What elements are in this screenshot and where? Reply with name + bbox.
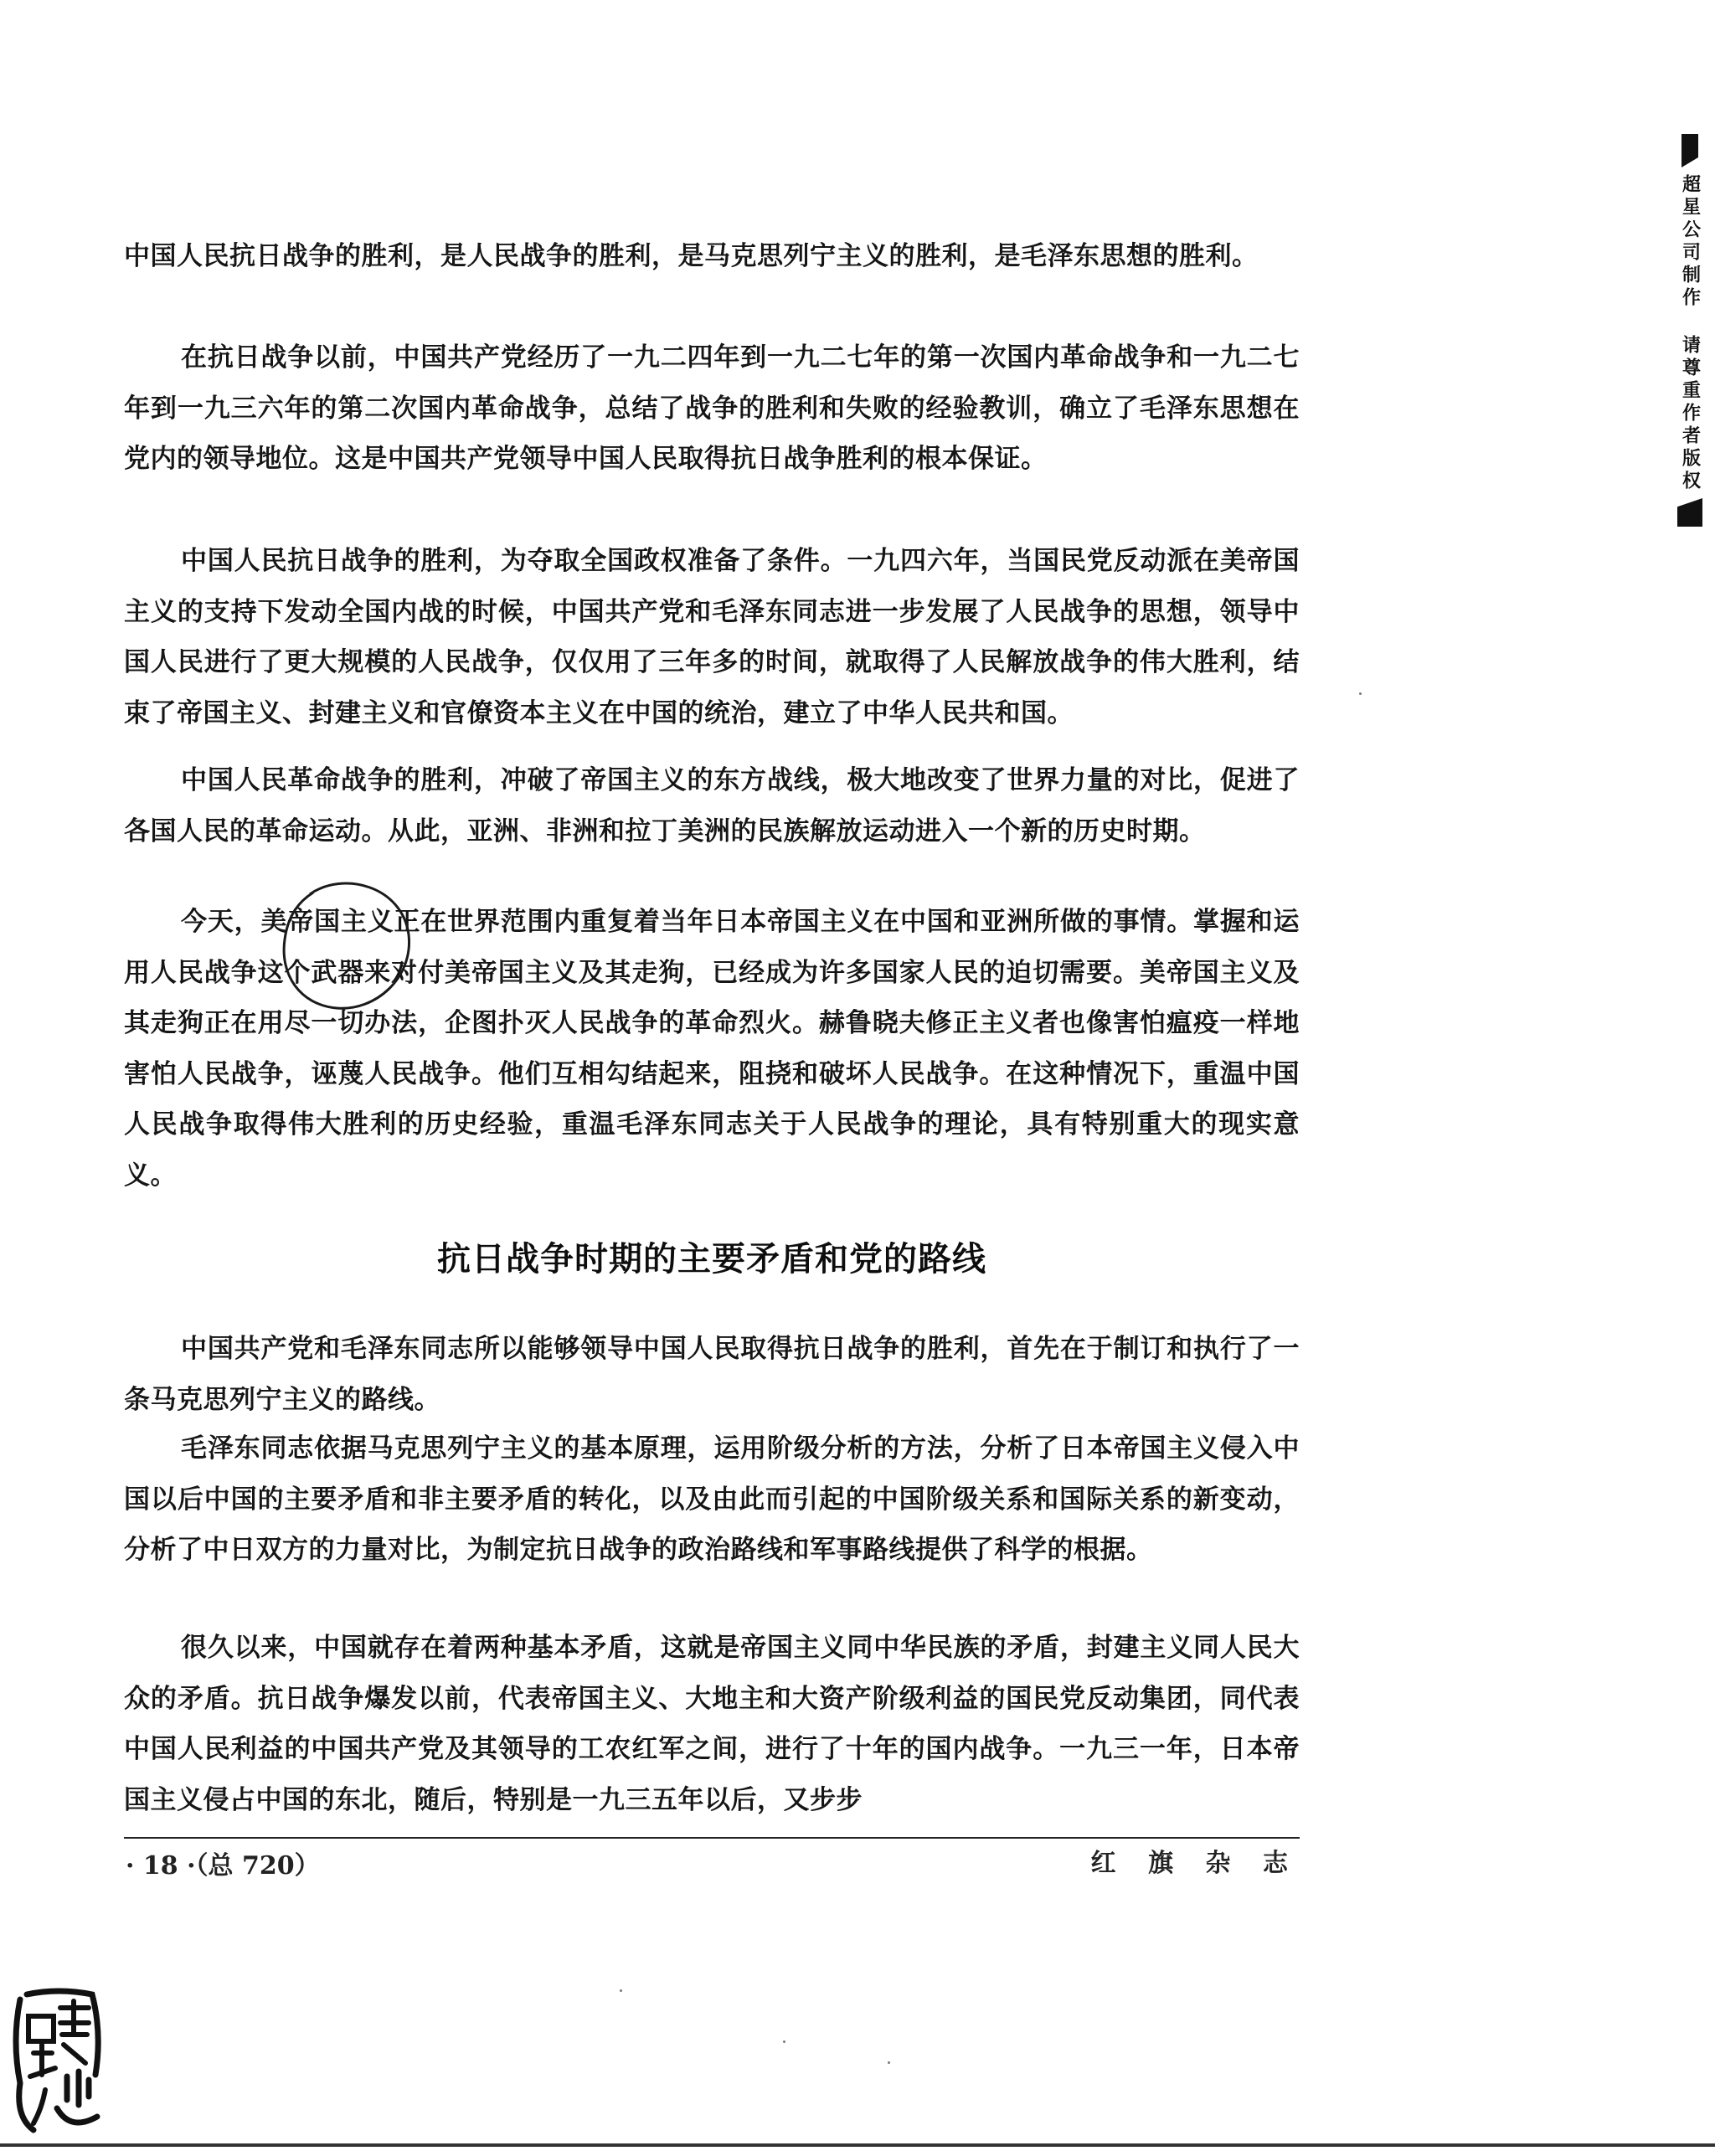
watermark-text: 超星公司制作 请尊重作者版权: [1679, 174, 1701, 493]
scan-speck: [783, 2040, 785, 2043]
scan-speck: [1359, 692, 1362, 695]
scan-speck: [888, 2061, 890, 2064]
section-title: 抗日战争时期的主要矛盾和党的路线: [437, 1240, 986, 1279]
paragraph-4: 中国人民革命战争的胜利，冲破了帝国主义的东方战线，极大地改变了世界力量的对比，促进了各国人民的革命运动。从此，亚洲、非洲和拉丁美洲的民族解放运动进入一个新的历史时期。: [124, 765, 1300, 846]
watermark-block-top-icon: [1682, 134, 1698, 167]
section-paragraph-3: 很久以来，中国就存在着两种基本矛盾，这就是帝国主义同中华民族的矛盾，封建主义同人民大众的矛盾。抗日战争爆发以前，代表帝国主义、大地主和大资产阶级利益的国民党反动集团，同代表中国人民利益的中国共产党及其领导的工农红军之间，进行了十年的国内战争。一九三一年，日本帝国主义侵占中国的东北，随后，特别是一九三五年以后，又步步: [124, 1633, 1300, 1815]
section-paragraph-2: 毛泽东同志依据马克思列宁主义的基本原理，运用阶级分析的方法，分析了日本帝国主义侵入中国以后中国的主要矛盾和非主要矛盾的转化，以及由此而引起的中国阶级关系和国际关系的新变动，分析了中日双方的力量对比，为制定抗日战争的政治路线和军事路线提供了科学的根据。: [124, 1433, 1300, 1565]
footer-rule: [124, 1837, 1300, 1839]
handwritten-circle-icon: [276, 876, 419, 1018]
paragraph-3: 中国人民抗日战争的胜利，为夺取全国政权准备了条件。一九四六年，当国民党反动派在美帝国主义的支持下发动全国内战的时候，中国共产党和毛泽东同志进一步发展了人民战争的思想，领导中国人民进行了更大规模的人民战争，仅仅用了三年多的时间，就取得了人民解放战争的伟大胜利，结束了帝国主义、封建主义和官僚资本主义在中国的统治，建立了中华人民共和国。: [124, 546, 1300, 728]
scan-bottom-edge: [0, 2143, 1715, 2147]
paragraph-5: 今天，美帝国主义正在世界范围内重复着当年日本帝国主义在中国和亚洲所做的事情。掌握和运用人民战争这个武器来对付美帝国主义及其走狗，已经成为许多国家人民的迫切需要。美帝国主义及其走狗正在用尽一切办法，企图扑灭人民战争的革命烈火。赫鲁晓夫修正主义者也像害怕瘟疫一样地害怕人民战争，诬蔑人民战争。他们互相勾结起来，阻挠和破坏人民战争。在这种情况下，重温中国人民战争取得伟大胜利的历史经验，重温毛泽东同志关于人民战争的理论，具有特别重大的现实意义。: [124, 907, 1300, 1191]
paragraph-2: 在抗日战争以前，中国共产党经历了一九二四年到一九二七年的第一次国内革命战争和一九二七年到一九三六年的第二次国内革命战争，总结了战争的胜利和失败的经验教训，确立了毛泽东思想在党内的领导地位。这是中国共产党领导中国人民取得抗日战争胜利的根本保证。: [124, 342, 1300, 474]
scan-speck: [620, 1989, 622, 1992]
paragraph-1: 中国人民抗日战争的胜利，是人民战争的胜利，是马克思列宁主义的胜利，是毛泽东思想的胜利。: [124, 241, 1259, 271]
watermark-block-bottom-icon: [1677, 498, 1702, 527]
journal-name: 红 旗 杂 志: [1090, 1849, 1300, 1878]
side-watermark: [1671, 134, 1708, 603]
page-number: · 18 ·（总 720）: [126, 1851, 320, 1881]
section-paragraph-1: 中国共产党和毛泽东同志所以能够领导中国人民取得抗日战争的胜利，首先在于制订和执行了一条马克思列宁主义的路线。: [124, 1334, 1300, 1415]
seal-stamp-icon: [8, 1983, 109, 2142]
